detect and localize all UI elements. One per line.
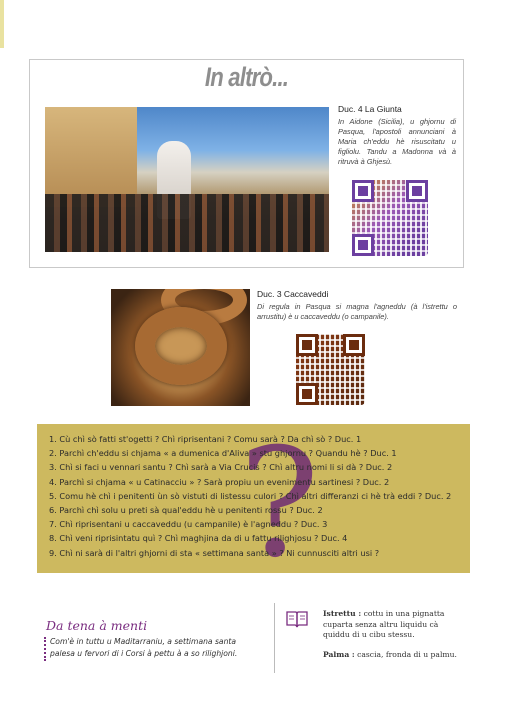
- doc3-title: Duc. 3 Caccaveddi: [257, 289, 329, 299]
- glossary: [323, 609, 459, 669]
- question-mark-decoration: ?: [239, 417, 320, 591]
- question-item: 2. Parchì ch'eddu si chjama « a dumenica d'Aliva » stu ghjornu ? Quandu hè ? Duc. 1: [49, 448, 397, 459]
- glossary-definition: cascia, fronda di u palmu.: [354, 649, 457, 659]
- caccaveddi-photo: [111, 289, 250, 406]
- question-item: 4. Parchì si chjama « u Catinacciu » ? Sarà propiu un evenimentu sartinesi ? Duc. 2: [49, 476, 390, 487]
- glossary-definition: cottu in una pignatta cuparta senza altru liquidu cà quiddu di u cibu stessu.: [323, 609, 445, 639]
- doc4-description: In Aidone (Sicilia), u ghjornu di Pasqua, l'apostoli annunciani à Maria ch'eddu hè risuscitatu u figliolu. Tandu a Madonna và à ritruvà à Ghjesù.: [338, 117, 456, 166]
- question-item: 9. Chì ni sarà di l'altri ghjorni di sta « settimana santa » ? Ni cunnusciti altri usi ?: [49, 547, 380, 558]
- glossary-term: Istrettu :: [323, 609, 362, 618]
- footer-divider: [274, 603, 275, 673]
- tip-dotted-rule: [44, 637, 46, 661]
- tip-text: Com'è in tuttu u Maditarraniu, a settimana santa palesa u fervori di i Corsi à pettu à a so rilighjoni.: [50, 637, 238, 658]
- corner-mark: [0, 0, 4, 48]
- qr-code-icon[interactable]: [352, 180, 428, 256]
- open-book-icon: [286, 610, 308, 628]
- question-item: 1. Cù chì sò fatti st'ogetti ? Chì riprisentani ? Comu sarà ? Da chì sò ? Duc. 1: [49, 434, 362, 444]
- giunta-photo: [45, 107, 329, 252]
- questions-list: [49, 432, 464, 560]
- glossary-entry: [323, 609, 459, 641]
- question-item: 3. Chì si faci u vennari santu ? Chì sarà a Via Crucis ? Chì altru nomi li si dà ? Duc. 2: [49, 462, 393, 473]
- question-item: 5. Comu hè chì i penitenti ùn sò vistuti di listessu culori ? Chì altri differanzi ci hè trà eddi ? Duc. 2: [49, 490, 452, 501]
- section-heading: In altrò...: [204, 62, 289, 92]
- doc3-description: Di regula in Pasqua si magna l'agneddu (à l'istrettu o arrustitu) è u caccaveddu (o campanile).: [257, 302, 457, 321]
- doc4-title: Duc. 4 La Giunta: [338, 104, 402, 114]
- glossary-entry: [323, 650, 459, 661]
- questions-box: [37, 417, 470, 591]
- question-item: 8. Chì veni riprisintatu quì ? Chì maghjina da di u fattu rilighjosu ? Duc. 4: [49, 533, 348, 544]
- qr-code-icon[interactable]: [296, 334, 365, 405]
- question-item: 6. Parchì chì solu u preti sà qual'eddu hè u penitenti rossu ? Duc. 2: [49, 505, 323, 516]
- glossary-term: Palma :: [323, 649, 355, 659]
- question-item: 7. Chì riprisentani u caccaveddu (u campanile) è l'agneddu ? Duc. 3: [49, 519, 328, 530]
- tip-title: Da tena à menti: [46, 618, 148, 633]
